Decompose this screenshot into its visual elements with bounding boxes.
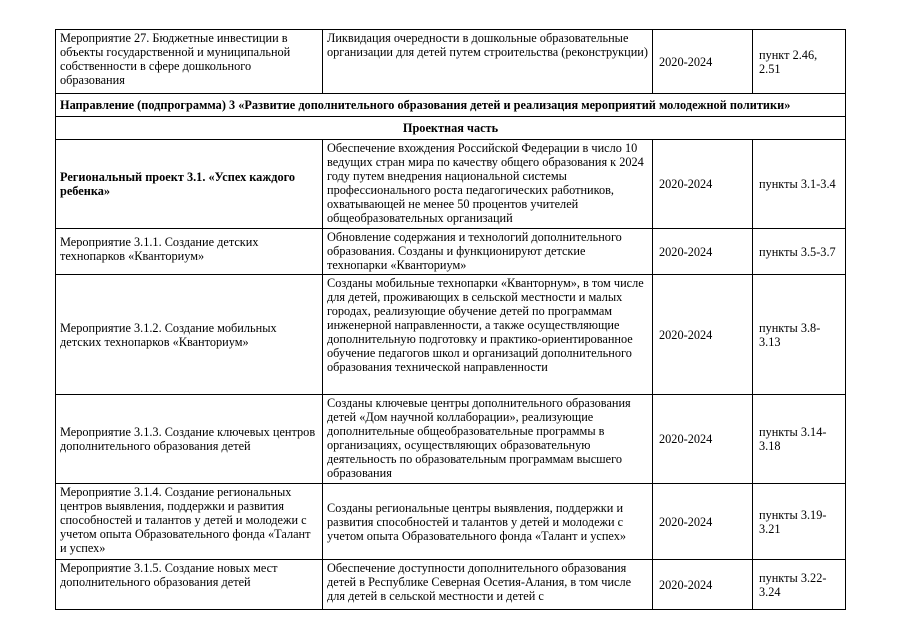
period-cell: 2020-2024 [653,484,753,560]
section-heading-direction: Направление (подпрограмма) 3 «Развитие дополнительного образования детей и реализация мероприятий молодежной политики» [56,94,846,117]
points-cell: пункты 3.19-3.21 [753,484,846,560]
measure-cell: Мероприятие 3.1.1. Создание детских технопарков «Кванториум» [56,229,323,275]
points-cell: пункт 2.46, 2.51 [753,30,846,94]
table-row [56,395,846,484]
table-row [56,140,846,229]
period-cell: 2020-2024 [653,229,753,275]
measure-cell: Мероприятие 3.1.5. Создание новых мест дополнительного образования детей [56,560,323,610]
period-cell: 2020-2024 [653,140,753,229]
table-row [56,30,846,94]
measure-cell: Мероприятие 27. Бюджетные инвестиции в объекты государственной и муниципальной собственности в сфере дошкольного образования [56,30,323,94]
period-cell: 2020-2024 [653,560,753,610]
program-table [55,29,846,610]
points-cell: пункты 3.5-3.7 [753,229,846,275]
result-cell: Созданы мобильные технопарки «Кванторнум», в том числе для детей, проживающих в сельской местности и малых городах, реализующие обучение детей по программам инженерной направленности, а также осуществляющие дополнительную подготовку и практико-ориентированное обучение педагогов школ и организаций дополнительного образования технической направленности [323,275,653,395]
period-cell: 2020-2024 [653,395,753,484]
period-cell: 2020-2024 [653,275,753,395]
points-cell: пункты 3.14-3.18 [753,395,846,484]
section-heading-project: Проектная часть [56,117,846,140]
measure-cell: Мероприятие 3.1.3. Создание ключевых центров дополнительного образования детей [56,395,323,484]
result-cell: Обновление содержания и технологий дополнительного образования. Созданы и функционируют детские технопарки «Кванториум» [323,229,653,275]
points-cell: пункты 3.1-3.4 [753,140,846,229]
table-row [56,484,846,560]
result-cell: Созданы региональные центры выявления, поддержки и развития способностей и талантов у детей и молодежи с учетом опыта Образовательного фонда «Талант и успех» [323,484,653,560]
points-cell: пункты 3.22-3.24 [753,560,846,610]
result-cell: Ликвидация очередности в дошкольные образовательные организации для детей путем строительства (реконструкции) [323,30,653,94]
result-cell: Обеспечение доступности дополнительного образования детей в Республике Северная Осетия-Алания, в том числе для детей в сельской местности и детей с [323,560,653,610]
result-cell: Обеспечение вхождения Российской Федерации в число 10 ведущих стран мира по качеству общего образования к 2024 году путем внедрения национальной системы профессионального роста педагогических работников, охватывающей не менее 50 процентов учителей общеобразовательных организаций [323,140,653,229]
points-cell: пункты 3.8-3.13 [753,275,846,395]
period-cell: 2020-2024 [653,30,753,94]
measure-cell: Мероприятие 3.1.2. Создание мобильных детских технопарков «Кванториум» [56,275,323,395]
table-row [56,229,846,275]
result-cell: Созданы ключевые центры дополнительного образования детей «Дом научной коллаборации», реализующие дополнительные общеобразовательные программы в организациях, осуществляющих образовательную деятельность по образовательным программам высшего образования [323,395,653,484]
table-row [56,275,846,395]
section-row [56,117,846,140]
measure-cell: Региональный проект 3.1. «Успех каждого ребенка» [56,140,323,229]
table-row [56,560,846,610]
measure-cell: Мероприятие 3.1.4. Создание региональных центров выявления, поддержки и развития способностей и талантов у детей и молодежи с учетом опыта Образовательного фонда «Талант и успех» [56,484,323,560]
section-row [56,94,846,117]
